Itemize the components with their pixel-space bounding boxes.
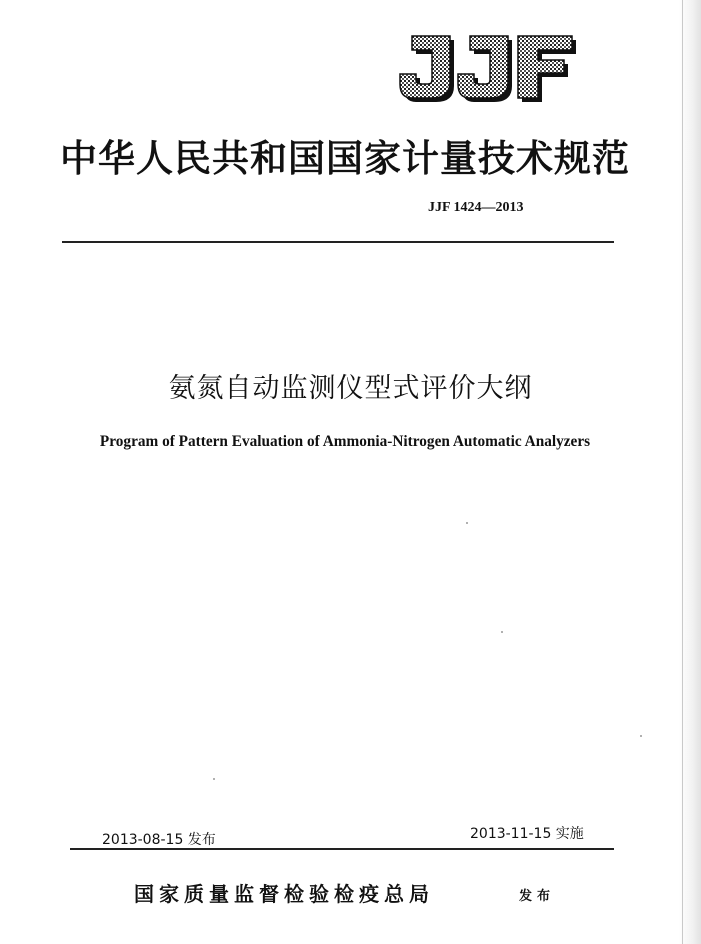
scan-speck [501,631,503,633]
publish-label: 发布 [519,889,556,904]
scan-speck [640,735,642,737]
top-divider [62,241,614,243]
document-title-english: Program of Pattern Evaluation of Ammonia-Nitrogen Automatic Analyzers [99,433,591,450]
document-title-chinese: 氨氮自动监测仪型式评价大纲 [168,373,533,404]
publisher-name: 国家质量监督检验检疫总局 [134,882,434,906]
jjf-logo [396,32,580,104]
issue-date: 2013-08-15 发布 [102,832,216,848]
implementation-date: 2013-11-15 实施 [470,826,584,842]
page-edge-line [682,0,683,944]
scan-speck [466,522,468,524]
scan-speck [213,778,215,780]
standard-code: JJF 1424—2013 [428,200,524,215]
bottom-divider [70,848,614,850]
standard-category-title: 中华人民共和国国家计量技术规范 [60,136,630,180]
